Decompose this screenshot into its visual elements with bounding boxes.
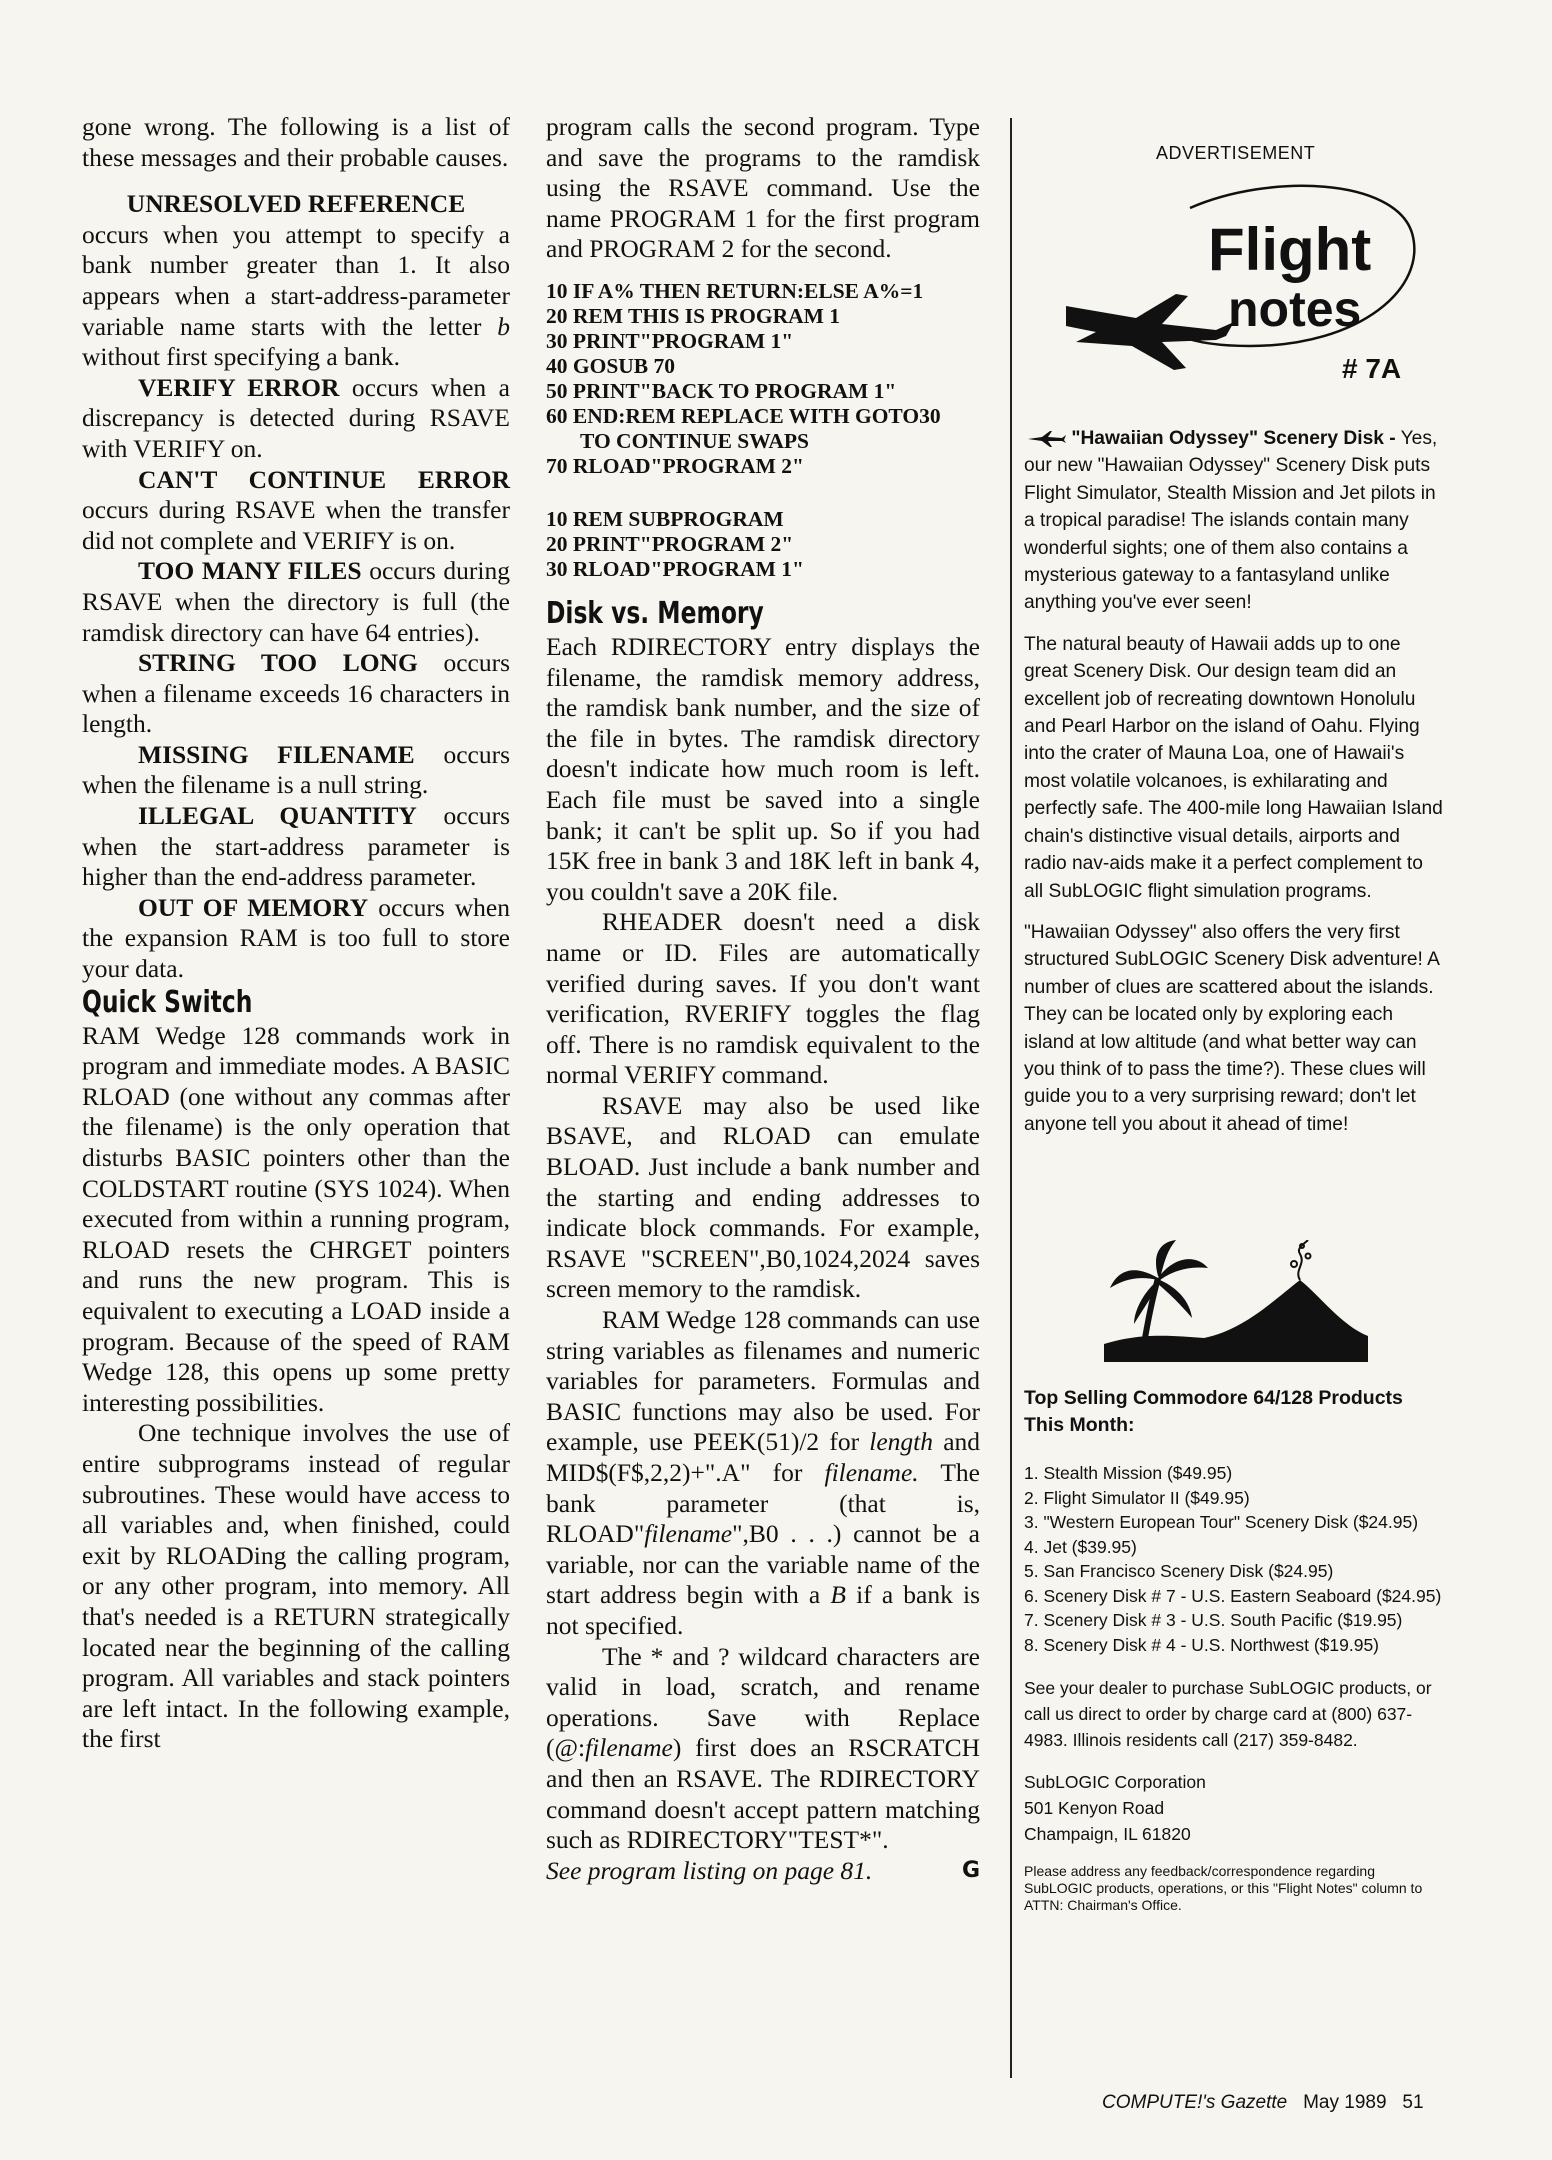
flight-notes-logo (1040, 178, 1440, 388)
paragraph: program calls the second program. Type and save the programs to the ramdisk using the RSAVE command. Use the name PROGRAM 1 for the first program and PROGRAM 2 for the second. (546, 112, 980, 264)
code-line: 50 PRINT"BACK TO PROGRAM 1" (546, 378, 897, 403)
error-text: occurs when you attempt to specify a bank number greater than 1. It also appears when a start-address-parameter variable name starts with the letter (82, 219, 510, 341)
text-run: ",B0 . . .) cannot be a variable, nor can the variable name of the start address begin with a (546, 1519, 980, 1610)
ad-paragraph: "Hawaiian Odyssey" also offers the very first structured SubLOGIC Scenery Disk adventure! A number of clues are scattered about the islands. They can be located only by exploring each island at low altitude (and what better way can you think of to pass the time?). These clues will guide you to a very surprising reward; don't let anyone tell you about it ahead of time! (1024, 921, 1439, 1135)
code-line: 70 RLOAD"PROGRAM 2" (546, 453, 804, 478)
error-text: occurs when the start-address parameter is higher than the end-address parameter. (82, 801, 510, 892)
code-line: 20 REM THIS IS PROGRAM 1 (546, 303, 841, 328)
paragraph (82, 220, 510, 373)
error-text: occurs during RSAVE when the transfer did not complete and VERIFY is on. (82, 495, 510, 555)
error-text: occurs when the filename is a null string. (82, 739, 511, 800)
text-run: The * and ? wildcard characters are valid in load, scratch, and rename operations. Save with Replace (@: (546, 1641, 980, 1763)
paragraph: Each RDIRECTORY entry displays the filename, the ramdisk memory address, the ramdisk bank number, and the size of the file in bytes. The ramdisk directory doesn't indicate how much room is left. Each file must be saved into a single bank; it can't be split up. So if you had 15K free in bank 3 and 18K left in bank 4, you couldn't save a 20K file. (546, 631, 980, 906)
list-item: 6. Scenery Disk # 7 - U.S. Eastern Seaboard ($24.95) (1024, 1585, 1442, 1606)
code-line: 20 PRINT"PROGRAM 2" (546, 531, 794, 556)
top-selling-section (1024, 1385, 1444, 1914)
code-line: 40 GOSUB 70 (546, 353, 676, 378)
code-line: 10 IF A% THEN RETURN:ELSE A%=1 (546, 278, 924, 303)
logo-word-flight: Flight (1208, 216, 1372, 283)
error-name: TOO MANY FILES (138, 556, 362, 586)
paragraph (546, 1642, 980, 1856)
address-line: 501 Kenyon Road (1024, 1798, 1165, 1818)
code-line: 10 REM SUBPROGRAM (546, 506, 784, 531)
error-text: without first specifying a bank. (82, 342, 400, 372)
italic-letter: b (497, 311, 510, 341)
ad-text: Yes, our new "Hawaiian Odyssey" Scenery Disk puts Flight Simulator, Stealth Mission and Jet pilots in a tropical paradise! The islands contain many wonderful sights; one of them also contains a mysterious gateway to a fantasyland unlike anything you've ever seen! (1024, 428, 1438, 614)
error-name: ILLEGAL QUANTITY (138, 801, 417, 831)
list-item: 5. San Francisco Scenery Disk ($24.95) (1024, 1561, 1334, 1581)
italic-run: length (869, 1427, 934, 1457)
paragraph (82, 648, 510, 740)
feedback-note: Please address any feedback/correspondence regarding SubLOGIC products, operations, or this "Flight Notes" column to ATTN: Chairman's Office. (1024, 1863, 1423, 1913)
list-item: 3. "Western European Tour" Scenery Disk ($24.95) (1024, 1512, 1419, 1532)
paragraph: One technique involves the use of entire subprograms instead of regular subroutines. These would have access to all variables and, when finished, could exit by RLOADing the calling program, or any other program, into memory. All that's needed is a RETURN strategically located near the beginning of the calling program. All variables and stack pointers are left intact. In the following example, the first (82, 1418, 510, 1754)
ad-paragraph: The natural beauty of Hawaii adds up to one great Scenery Disk. Our design team did an excellent job of recreating downtown Honolulu and Pearl Harbor on the island of Oahu. Flying into the crater of Mauna Loa, one of Hawaii's most volatile volcanoes, is exhilarating and perfectly safe. The 400-mile long Hawaiian Island chain's distinctive visual details, airports and radio nav-aids make it a perfect complement to all SubLOGIC flight simulation programs. (1024, 633, 1443, 902)
top-selling-list (1024, 1461, 1444, 1657)
page-footer (1102, 2092, 1424, 2114)
palm-tree-icon (1110, 1240, 1208, 1344)
error-name: OUT OF MEMORY (138, 892, 369, 922)
publication-name: COMPUTE!'s Gazette (1102, 2092, 1288, 2113)
code-line: 30 RLOAD"PROGRAM 1" (546, 556, 804, 581)
paragraph (82, 740, 510, 801)
column-middle (546, 112, 980, 1886)
end-mark: G (961, 1857, 980, 1883)
logo-word-notes: notes (1228, 281, 1362, 337)
error-name: VERIFY ERROR (138, 372, 340, 402)
text-run: if a bank is not specified. (546, 1580, 980, 1640)
error-text: occurs when the expansion RAM is too full to store your data. (82, 892, 510, 984)
code-line: TO CONTINUE SWAPS (580, 428, 809, 453)
dealer-info: See your dealer to purchase SubLOGIC products, or call us direct to order by charge card at (800) 637-4983. Illinois residents call (217) 359-8482. (1024, 1678, 1432, 1750)
list-item: 7. Scenery Disk # 3 - U.S. South Pacific ($19.95) (1024, 1610, 1403, 1630)
see-listing (546, 1856, 980, 1887)
italic-run: B (830, 1580, 846, 1610)
code-listing-program-2 (546, 507, 980, 582)
paragraph (82, 373, 510, 465)
jet-icon (1066, 294, 1234, 370)
paragraph (82, 801, 510, 893)
error-name: STRING TOO LONG (138, 648, 418, 678)
issue-date: May 1989 (1303, 2092, 1387, 2113)
page-number: 51 (1402, 2092, 1424, 2113)
see-listing-text: See program listing on page 81. (546, 1855, 873, 1885)
address-line: Champaign, IL 61820 (1024, 1824, 1191, 1844)
list-item: 2. Flight Simulator II ($49.95) (1024, 1487, 1250, 1508)
top-selling-heading: Top Selling Commodore 64/128 Products This Month: (1024, 1387, 1403, 1436)
code-line: 30 PRINT"PROGRAM 1" (546, 328, 794, 353)
paragraph: RHEADER doesn't need a disk name or ID. Files are automatically verified during saves. If you don't want verification, RVERIFY toggles the flag off. There is no ramdisk equivalent to the normal VERIFY command. (546, 907, 980, 1090)
section-heading: Disk vs. Memory (546, 595, 764, 631)
error-name: CAN'T CONTINUE ERROR (138, 464, 510, 494)
code-line: 60 END:REM REPLACE WITH GOTO30 (546, 403, 941, 428)
italic-run: filename. (824, 1458, 919, 1487)
list-item: 8. Scenery Disk # 4 - U.S. Northwest ($19.95) (1024, 1634, 1379, 1655)
paragraph (82, 556, 510, 648)
text-run: RAM Wedge 128 commands can use string variables as filenames and numeric variables for parameters. Formulas and BASIC functions may also be used. For example, use PEEK(51)/2 for (546, 1305, 980, 1457)
text-run: and MID$(F$,2,2)+".A" for (546, 1427, 981, 1487)
paragraph (82, 465, 510, 557)
code-listing-program-1 (546, 279, 980, 479)
hawaii-island-illustration (1104, 1240, 1368, 1362)
ad-paragraph (1024, 425, 1444, 617)
paragraph (546, 1305, 980, 1642)
paragraph: RAM Wedge 128 commands work in program and immediate modes. A BASIC RLOAD (one without any commas after the filename) is the only operation that disturbs BASIC pointers other than the COLDSTART routine (SYS 1024). When executed from within a running program, RLOAD resets the CHRGET pointers and runs the new program. This is equivalent to executing a LOAD inside a program. Because of the speed of RAM Wedge 128, this opens up some pretty interesting possibilities. (82, 1020, 510, 1417)
paragraph (82, 893, 510, 985)
volcano-smoke-icon (1291, 1240, 1311, 1280)
error-text: occurs when a discrepancy is detected during RSAVE with VERIFY on. (82, 372, 511, 463)
address-line: SubLOGIC Corporation (1024, 1772, 1206, 1792)
advertisement-label: ADVERTISEMENT (1156, 143, 1316, 163)
column-divider (1010, 118, 1012, 2078)
jet-bullet-icon (1028, 431, 1066, 447)
section-heading: Quick Switch (82, 984, 253, 1020)
text-run: ) first does an RSCRATCH and then an RSAVE. The RDIRECTORY command doesn't accept pattern matching such as RDIRECTORY"TEST*". (546, 1733, 980, 1855)
column-left (82, 112, 510, 1755)
paragraph: RSAVE may also be used like BSAVE, and RLOAD can emulate BLOAD. Just include a bank number and the starting and ending addresses to indicate block commands. For example, RSAVE "SCREEN",B0,1024,2024 saves screen memory to the ramdisk. (546, 1090, 980, 1304)
ad-body (1024, 425, 1444, 1152)
italic-run: filename (585, 1733, 673, 1763)
list-item: 1. Stealth Mission ($49.95) (1024, 1463, 1233, 1483)
error-text: occurs when a filename exceeds 16 characters in length. (82, 648, 510, 739)
ad-feature-title: "Hawaiian Odyssey" Scenery Disk - (1071, 428, 1396, 449)
list-item: 4. Jet ($39.95) (1024, 1536, 1137, 1557)
error-name: MISSING FILENAME (138, 739, 415, 769)
text-run: The bank parameter (that is, RLOAD" (546, 1458, 980, 1549)
issue-number: # 7A (1342, 353, 1402, 384)
paragraph: gone wrong. The following is a list of these messages and their probable causes. (82, 112, 510, 172)
error-name: UNRESOLVED REFERENCE (126, 189, 466, 219)
company-address (1024, 1769, 1444, 1847)
island-ground (1104, 1280, 1368, 1362)
error-text: occurs during RSAVE when the directory is full (the ramdisk directory can have 64 entries). (82, 556, 510, 647)
italic-run: filename (644, 1519, 733, 1549)
